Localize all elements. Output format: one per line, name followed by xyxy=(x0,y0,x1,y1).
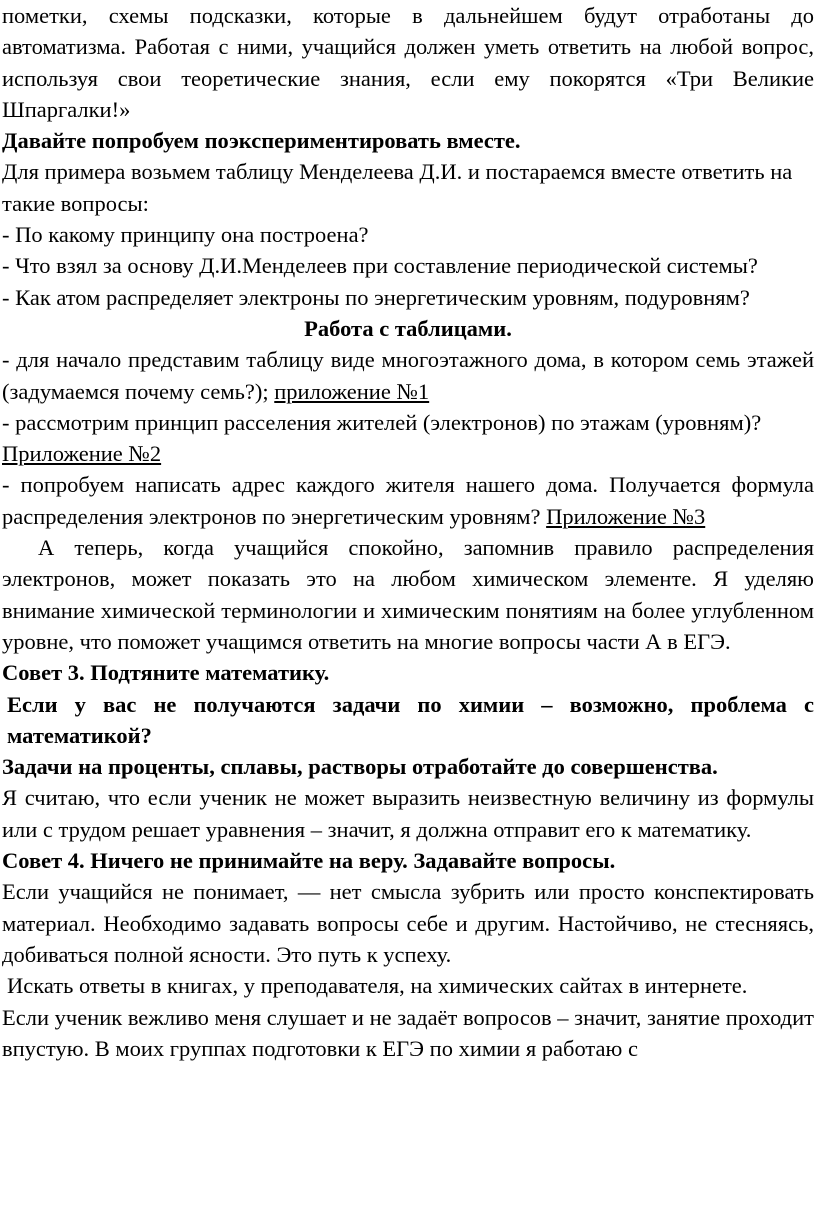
appendix-1-link[interactable]: приложение №1 xyxy=(274,378,430,404)
question-3: - Как атом распределяет электроны по энергетическим уровням, подуровням? xyxy=(2,284,750,310)
example-paragraph: Для примера возьмем таблицу Менделеева Д.И. и постараемся вместе ответить на такие вопросы: xyxy=(2,159,793,216)
now-paragraph: А теперь, когда учащийся спокойно, запомнив правило распределения электронов, может показать это на любом химическом элементе. Я уделяю внимание химической терминологии и химическим понятиям на более углубленном уровне, что поможет учащимся ответить на многие вопросы части А в ЕГЭ. xyxy=(2,535,814,654)
table-step-2 xyxy=(2,407,814,470)
question-1: - По какому принципу она построена? xyxy=(2,222,369,248)
heading-advice-4: Совет 4. Ничего не принимайте на веру. Задавайте вопросы. xyxy=(2,848,616,874)
table-step-2-text: - рассмотрим принцип расселения жителей (электронов) по этажам (уровням)? xyxy=(2,409,762,435)
questions-paragraph: Если учащийся не понимает, — нет смысла зубрить или просто конспектировать материал. Необходимо задавать вопросы себе и другим. Настойчиво, не стесняясь, добиваться полной ясности. Это путь к успеху. xyxy=(2,879,814,967)
heading-experiment: Давайте попробуем поэкспериментировать вместе. xyxy=(2,128,521,154)
question-2: - Что взял за основу Д.И.Менделеев при составление периодической системы? xyxy=(2,253,758,279)
document-page xyxy=(2,0,814,1064)
appendix-3-link[interactable]: Приложение №3 xyxy=(546,503,706,529)
appendix-2-link[interactable]: Приложение №2 xyxy=(2,441,162,467)
heading-tables: Работа с таблицами. xyxy=(304,315,512,341)
table-step-3 xyxy=(2,469,814,532)
math-paragraph: Я считаю, что если ученик не может выразить неизвестную величину из формулы или с трудом решает уравнения – значит, я должна отправит его к математику. xyxy=(2,785,814,842)
heading-advice-3: Совет 3. Подтяните математику. xyxy=(2,660,330,686)
heading-tasks: Задачи на проценты, сплавы, растворы отработайте до совершенства. xyxy=(2,754,718,780)
math-question: Если у вас не получаются задачи по химии – возможно, проблема с математикой? xyxy=(7,691,814,748)
table-step-1-text: - для начало представим таблицу виде многоэтажного дома, в котором семь этажей (задумаемся почему семь?); xyxy=(2,347,814,404)
search-answers-line: Искать ответы в книгах, у преподавателя, на химических сайтах в интернете. xyxy=(7,973,748,999)
table-step-1 xyxy=(2,344,814,407)
closing-paragraph: Если ученик вежливо меня слушает и не задаёт вопросов – значит, занятие проходит впустую. В моих группах подготовки к ЕГЭ по химии я работаю с xyxy=(2,1004,814,1061)
table-step-3-text: - попробуем написать адрес каждого жителя нашего дома. Получается формула распределения электронов по энергетическим уровням? xyxy=(2,472,814,529)
intro-paragraph: пометки, схемы подсказки, которые в дальнейшем будут отработаны до автоматизма. Работая с ними, учащийся должен уметь ответить на любой вопрос, используя свои теоретические знания, если ему покорятся «Три Великие Шпаргалки!» xyxy=(2,3,814,122)
